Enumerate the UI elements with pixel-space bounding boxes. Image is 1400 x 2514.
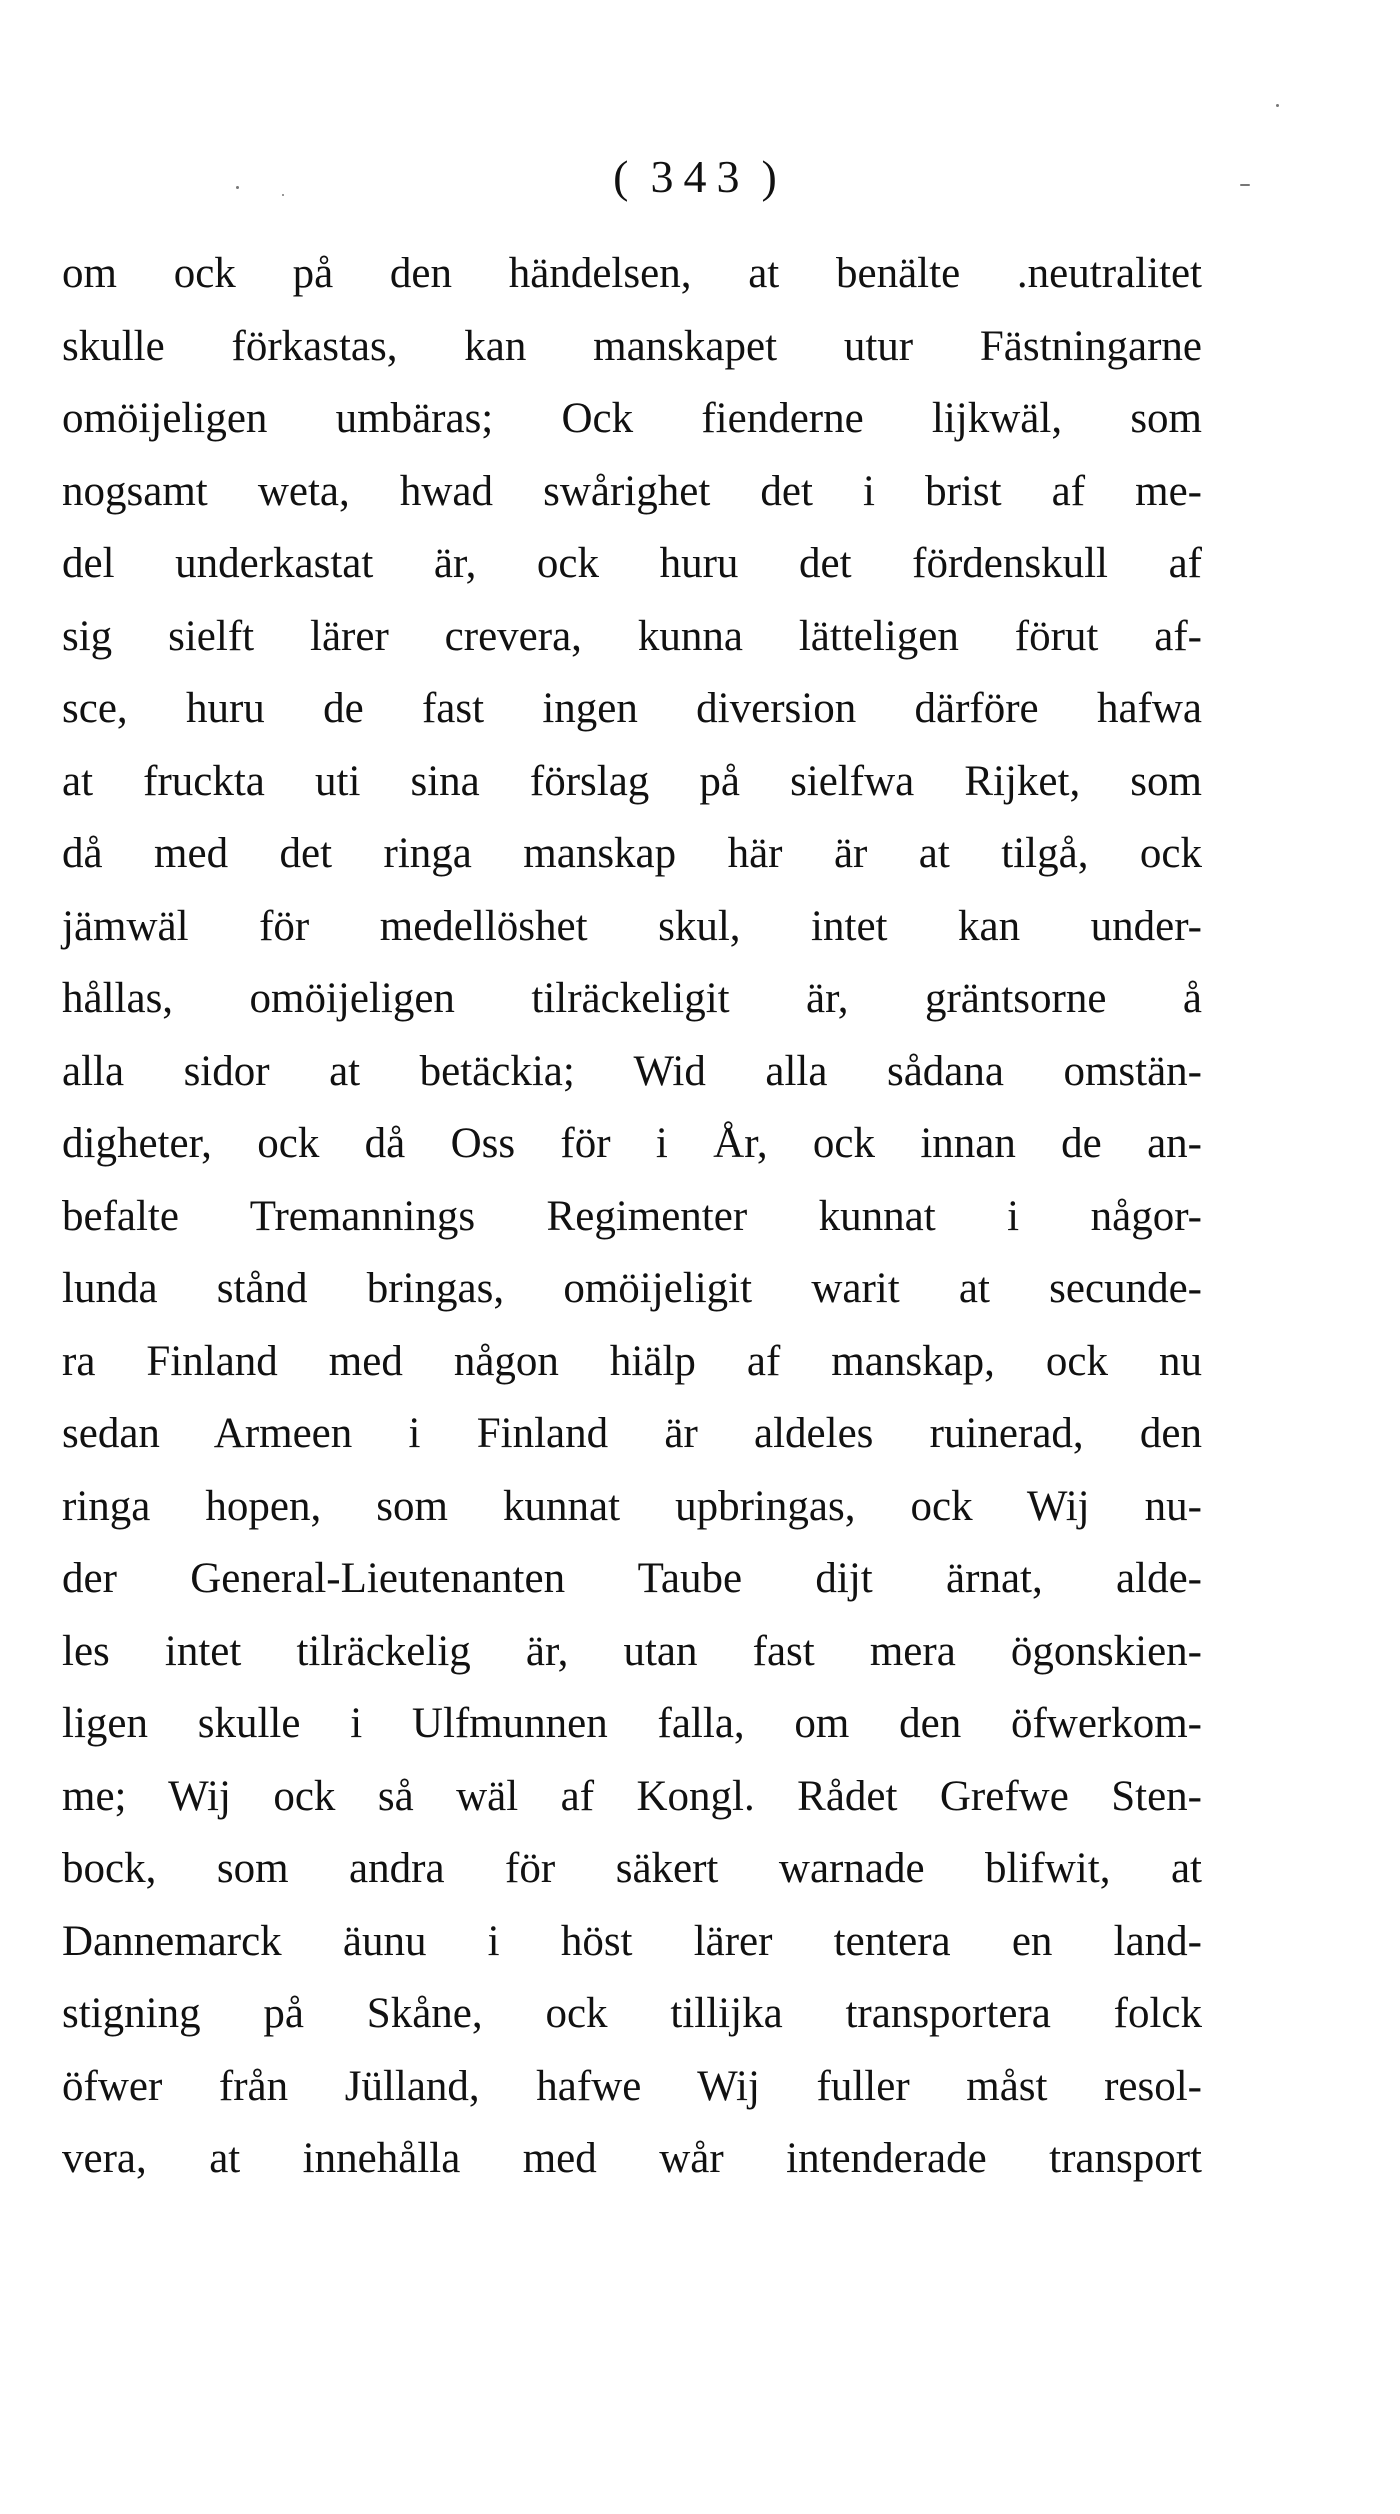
text-line: hållas, omöijeligen tilräckeligit är, gräntsorne å bbox=[62, 975, 1202, 1022]
text-line: då med det ringa manskap här är at tilgå, ock bbox=[62, 830, 1202, 877]
text-line: ligen skulle i Ulfmunnen falla, om den öfwerkom- bbox=[62, 1700, 1202, 1747]
scan-speck bbox=[236, 186, 239, 189]
text-line: Dannemarck äunu i höst lärer tentera en land- bbox=[62, 1917, 1202, 1965]
page-number-close-paren: ) bbox=[761, 151, 787, 202]
text-line: ra Finland med någon hiälp af manskap, ock nu bbox=[62, 1337, 1202, 1385]
scan-speck bbox=[282, 194, 284, 196]
text-line: me; Wij ock så wäl af Kongl. Rådet Grefwe Sten- bbox=[62, 1772, 1202, 1820]
text-line: om ock på den händelsen, at benälte .neutralitet bbox=[62, 250, 1202, 297]
text-line: del underkastat är, ock huru det fördenskull af bbox=[62, 540, 1202, 587]
page-number: 343 bbox=[650, 151, 750, 202]
scan-speck bbox=[1240, 184, 1250, 186]
text-line: befalte Tremannings Regimenter kunnat i någor- bbox=[62, 1192, 1202, 1240]
text-line: vera, at innehålla med wår intenderade transport bbox=[62, 2135, 1202, 2182]
text-line: sedan Armeen i Finland är aldeles ruinerad, den bbox=[62, 1410, 1202, 1457]
text-line: ringa hopen, som kunnat upbringas, ock Wij nu- bbox=[62, 1482, 1202, 1530]
scan-speck bbox=[1276, 104, 1279, 107]
text-line: omöijeligen umbäras; Ock fienderne lijkwäl, som bbox=[62, 395, 1202, 442]
text-line: jämwäl för medellöshet skul, intet kan under- bbox=[62, 902, 1202, 950]
text-line: der General-Lieutenanten Taube dijt ärnat, alde- bbox=[62, 1555, 1202, 1602]
body-text bbox=[62, 238, 1202, 2196]
text-line: bock, som andra för säkert warnade blifwit, at bbox=[62, 1845, 1202, 1892]
text-line: digheter, ock då Oss för i År, ock innan de an- bbox=[62, 1120, 1202, 1167]
text-line: at fruckta uti sina förslag på sielfwa Rijket, som bbox=[62, 757, 1202, 805]
text-line: öfwer från Jülland, hafwe Wij fuller måst resol- bbox=[62, 2062, 1202, 2110]
text-line: sce, huru de fast ingen diversion därföre hafwa bbox=[62, 685, 1202, 732]
text-line: skulle förkastas, kan manskapet utur Fästningarne bbox=[62, 322, 1202, 370]
text-line: nogsamt weta, hwad swårighet det i brist af me- bbox=[62, 467, 1202, 515]
page-number-header bbox=[0, 150, 1400, 203]
text-line: sig sielft lärer crevera, kunna lätteligen förut af- bbox=[62, 612, 1202, 660]
text-line: lunda stånd bringas, omöijeligit warit at secunde- bbox=[62, 1265, 1202, 1312]
page-number-open-paren: ( bbox=[613, 151, 639, 202]
text-line: les intet tilräckelig är, utan fast mera ögonskien- bbox=[62, 1627, 1202, 1675]
text-line: alla sidor at betäckia; Wid alla sådana omstän- bbox=[62, 1047, 1202, 1095]
text-line: stigning på Skåne, ock tillijka transportera folck bbox=[62, 1990, 1202, 2037]
